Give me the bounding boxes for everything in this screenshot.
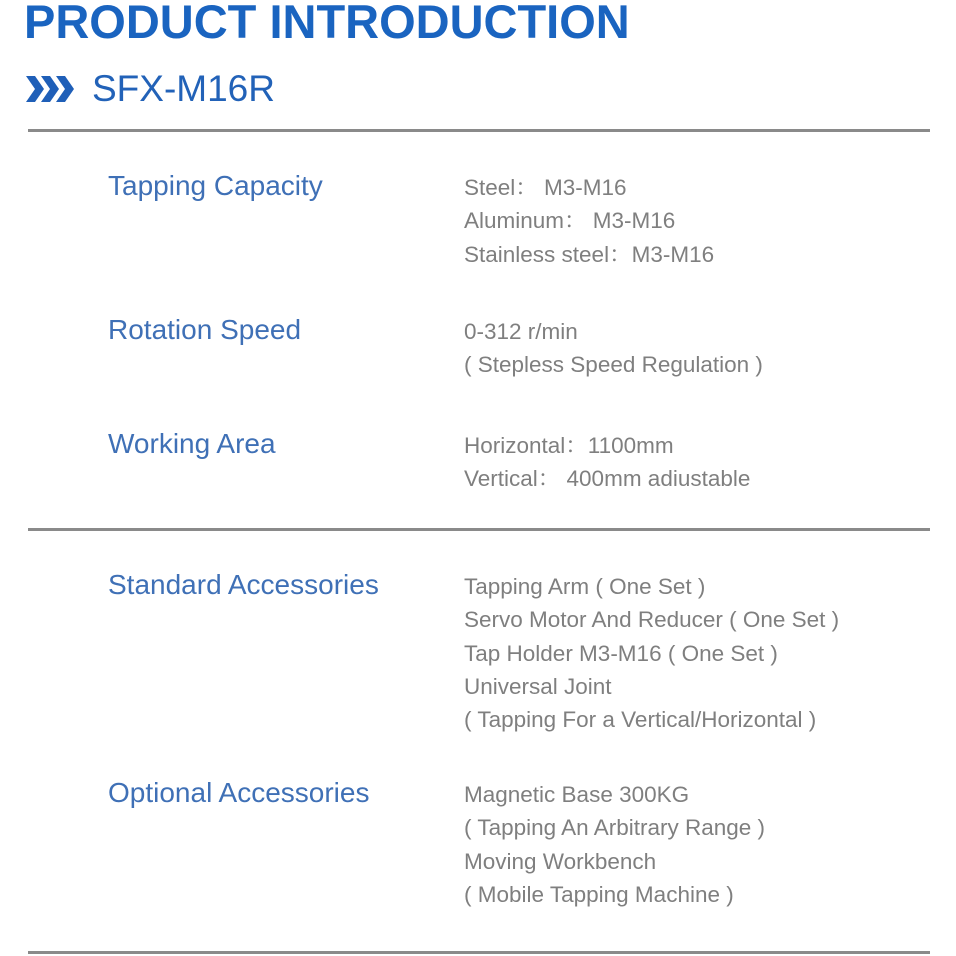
spec-value: 0-312 r/min	[464, 319, 578, 344]
spec-value: ( Mobile Tapping Machine )	[464, 881, 734, 907]
spec-values	[464, 570, 839, 736]
spec-value: Aluminum： M3-M16	[464, 208, 676, 234]
divider-top	[28, 129, 930, 132]
spec-value: Tap Holder M3-M16 ( One Set )	[464, 640, 778, 666]
spec-value: Tapping Arm ( One Set )	[464, 574, 706, 599]
spec-value: Moving Workbench	[464, 848, 657, 874]
spec-values	[464, 171, 714, 271]
spec-value: ( Tapping For a Vertical/Horizontal )	[464, 707, 817, 733]
spec-value: Steel： M3-M16	[464, 175, 627, 200]
spec-value: Vertical： 400mm adiustable	[464, 466, 751, 492]
spec-label: Optional Accessories	[108, 777, 370, 808]
model-heading	[26, 64, 275, 114]
spec-value: Horizontal：1100mm	[464, 433, 674, 458]
divider-bottom	[28, 951, 930, 954]
spec-value: ( Tapping An Arbitrary Range )	[464, 815, 766, 841]
spec-label: Rotation Speed	[108, 314, 302, 345]
triple-chevron-right-icon	[26, 76, 74, 102]
spec-value: Stainless steel：M3-M16	[464, 241, 715, 267]
spec-label: Tapping Capacity	[108, 170, 323, 201]
spec-label: Standard Accessories	[108, 569, 379, 600]
spec-values	[464, 315, 763, 382]
model-name: SFX-M16R	[92, 68, 275, 109]
divider-middle	[28, 528, 930, 531]
spec-label: Working Area	[108, 428, 276, 459]
spec-value: Magnetic Base 300KG	[464, 782, 690, 807]
spec-values	[464, 778, 765, 911]
spec-values	[464, 429, 750, 496]
page-title: PRODUCT INTRODUCTION	[24, 0, 630, 48]
spec-value: Servo Motor And Reducer ( One Set )	[464, 607, 840, 633]
spec-value: ( Stepless Speed Regulation )	[464, 352, 763, 378]
spec-value: Universal Joint	[464, 673, 612, 699]
